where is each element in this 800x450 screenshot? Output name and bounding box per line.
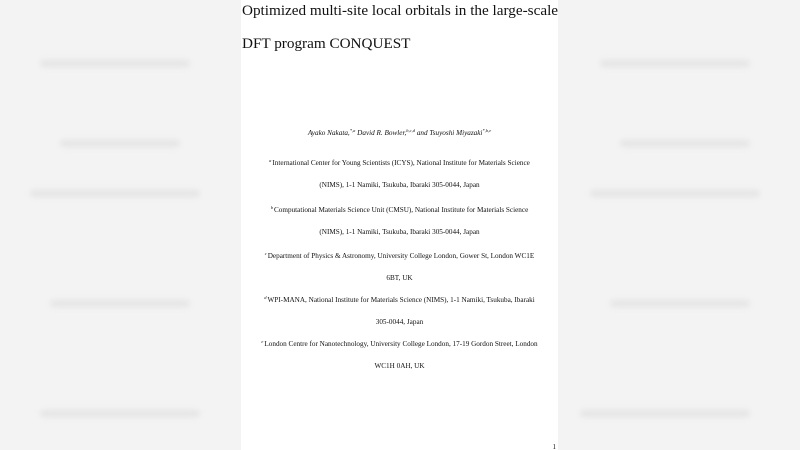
affiliation-c (241, 243, 558, 289)
affiliation-line: WC1H 0AH, UK (374, 362, 425, 370)
blurred-text-line (50, 300, 190, 307)
author-affiliation-mark: *,b,e (482, 128, 492, 133)
affiliation-text: WPI-MANA, National Institute for Materials Science (NIMS), 1-1 Namiki, Tsukuba, Ibaraki (267, 296, 535, 304)
affiliation-mark: c (264, 251, 267, 256)
author-name: David R. Bowler, (355, 129, 407, 137)
affiliation-text: Department of Physics & Astronomy, University College London, Gower St, London WC1E (267, 252, 535, 260)
affiliation-line: 305-0044, Japan (375, 318, 424, 326)
affiliation-line: (NIMS), 1-1 Namiki, Tsukuba, Ibaraki 305-0044, Japan (319, 228, 480, 236)
affiliation-line (241, 197, 558, 221)
affiliation-line: (NIMS), 1-1 Namiki, Tsukuba, Ibaraki 305-0044, Japan (319, 181, 480, 189)
affiliation-mark: b (270, 205, 273, 210)
affiliation-line (241, 287, 558, 311)
affiliation-text: London Centre for Nanotechnology, University College London, 17-19 Gordon Street, London (264, 340, 538, 348)
blurred-text-line (610, 300, 750, 307)
affiliation-a (241, 150, 558, 196)
affiliation-e (241, 331, 558, 377)
affiliation-b (241, 197, 558, 243)
author-affiliation-mark: b,c,d (406, 128, 416, 133)
document-page (241, 0, 558, 450)
author-list (241, 128, 558, 137)
author-name: Ayako Nakata, (307, 129, 350, 137)
blurred-text-line (40, 60, 190, 67)
page-number: 1 (552, 443, 556, 450)
blurred-text-line (580, 410, 750, 417)
blurred-text-line (590, 190, 760, 197)
paper-title (242, 0, 558, 60)
affiliation-line (241, 243, 558, 267)
author-name: and Tsuyoshi Miyazaki (415, 129, 483, 137)
affiliation-line: 6BT, UK (386, 274, 413, 282)
affiliation-mark: e (261, 339, 264, 344)
blurred-text-line (60, 140, 180, 147)
affiliation-text: Computational Materials Science Unit (CMSU), National Institute for Materials Science (273, 206, 529, 214)
author-affiliation-mark: *,a (349, 128, 356, 133)
blurred-text-line (40, 410, 200, 417)
affiliation-line (241, 331, 558, 355)
blurred-text-line (620, 140, 750, 147)
affiliation-text: International Center for Young Scientists (ICYS), National Institute for Materials Science (272, 159, 530, 167)
title-line: Optimized multi-site local orbitals in the large-scale (242, 2, 558, 19)
affiliation-line (241, 150, 558, 174)
blurred-text-line (30, 190, 200, 197)
affiliation-mark: a (269, 158, 272, 163)
blurred-text-line (600, 60, 750, 67)
affiliation-mark: d (264, 295, 267, 300)
title-line: DFT program CONQUEST (242, 35, 411, 52)
affiliation-d (241, 287, 558, 333)
